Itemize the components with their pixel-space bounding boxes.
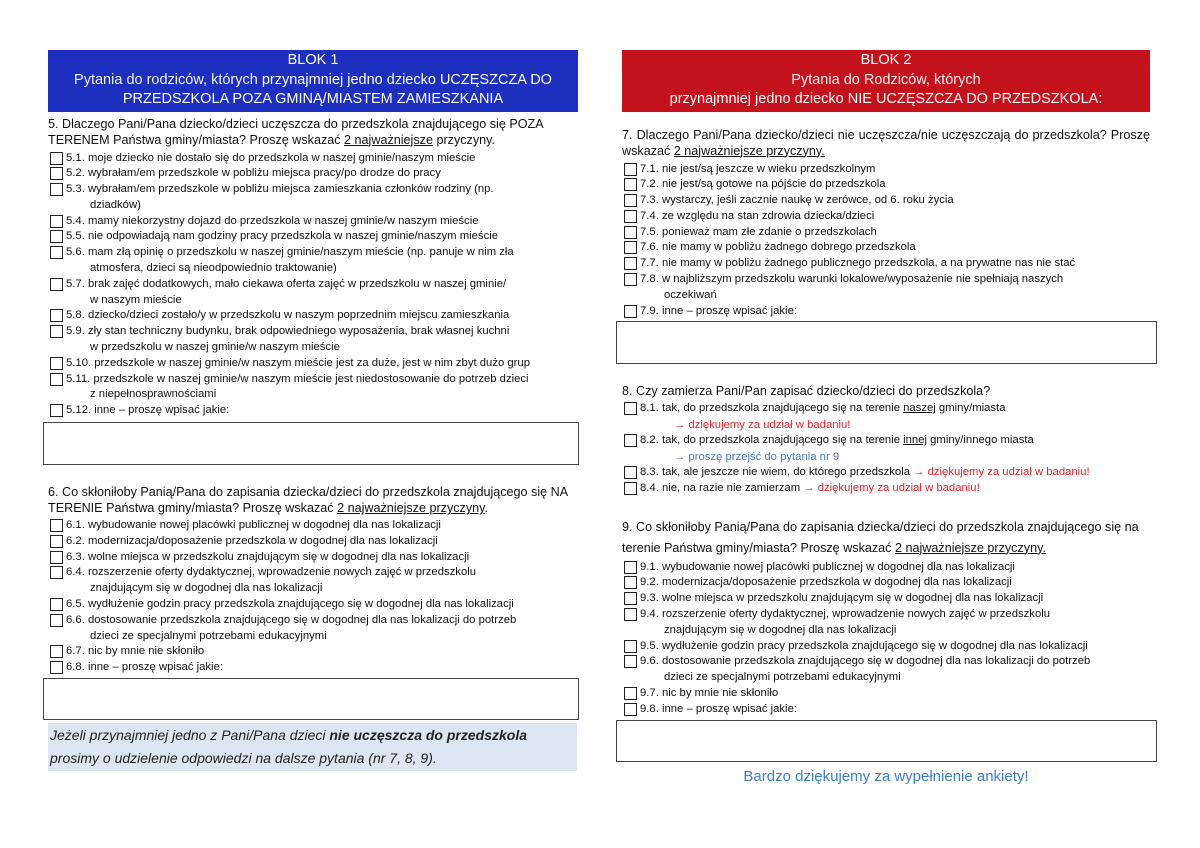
option-label: 6.6. dostosowanie przedszkola znajdującego się w dogodnej dla nas lokalizacji do potrzeb <box>66 613 517 626</box>
option-label: 5.2. wybrałam/em przedszkole w pobliżu miejsca pracy/po drodze do pracy <box>66 167 441 180</box>
option-8-3: 8.3. tak, ale jeszcze nie wiem, do którego przedszkola → dziękujemy za udział w badaniu! <box>622 465 1150 481</box>
option-label: 5.10. przedszkole w naszej gminie/w naszym mieście jest za duże, jest w nim zbyt dużo grup <box>66 356 530 369</box>
question-6: 6. Co skłoniłoby Panią/Pana do zapisania dziecka/dzieci do przedszkola znajdującego się NA TERENIE Państwa gminy/miasta? Proszę wskazać 2 najważniejsze przyczyny. <box>48 485 568 516</box>
question-5-options <box>48 151 578 420</box>
option-label-continuation: atmosfera, dzieci są nieodpowiednio traktowanie) <box>90 262 337 275</box>
option-item <box>622 225 1150 241</box>
option-label: 6.3. wolne miejsca w przedszkolu znajdującym się w dogodnej dla nas lokalizacji <box>66 550 470 563</box>
checkbox[interactable] <box>50 519 63 532</box>
option-label: 9.1. wybudowanie nowej placówki publicznej w dogodnej dla nas lokalizacji <box>640 560 1015 573</box>
question-9-other-answer-box[interactable] <box>616 720 1157 762</box>
question-7: 7. Dlaczego Pani/Pana dziecko/dzieci nie uczęszcza/nie uczęszczają do przedszkola? Proszę wskazać 2 najważniejsze przyczyny. <box>622 127 1150 158</box>
checkbox[interactable] <box>50 215 63 228</box>
option-label-continuation: w przedszkolu w naszej gminie/w naszym mieście <box>90 341 340 354</box>
option-item <box>48 182 578 214</box>
option-label: 7.5. ponieważ mam złe zdanie o przedszkolach <box>640 225 877 238</box>
checkbox[interactable] <box>624 561 637 574</box>
option-item <box>622 639 1150 655</box>
option-item <box>622 686 1150 702</box>
option-item <box>622 304 1150 320</box>
option-item <box>622 591 1150 607</box>
option-8-2: 8.2. tak, do przedszkola znajdującego się na terenie innej gminy/innego miasta <box>622 433 1150 449</box>
checkbox[interactable] <box>624 241 637 254</box>
option-label: 5.11. przedszkole w naszej gminie/w naszym mieście jest niedostosowanie do potrzeb dzieci <box>66 372 529 385</box>
question-8-options <box>622 401 1150 496</box>
block-2 <box>622 50 1150 785</box>
checkbox[interactable] <box>624 178 637 191</box>
checkbox[interactable] <box>624 703 637 716</box>
checkbox[interactable] <box>50 551 63 564</box>
option-item <box>622 209 1150 225</box>
option-label-continuation: dziadków) <box>90 198 141 211</box>
option-label: 6.2. modernizacja/doposażenie przedszkola w dogodnej dla nas lokalizacji <box>66 534 438 547</box>
option-item <box>48 644 578 660</box>
option-label: 5.1. moje dziecko nie dostało się do przedszkola w naszej gminie/naszym mieście <box>66 151 476 164</box>
option-item <box>48 597 578 613</box>
option-label: 5.6. mam złą opinię o przedszkolu w naszej gminie/naszym mieście (np. panuje w nim zła <box>66 246 514 259</box>
checkbox[interactable] <box>50 167 63 180</box>
option-label-continuation: znajdującym się w dogodnej dla nas lokalizacji <box>664 623 897 636</box>
option-label: 9.2. modernizacja/doposażenie przedszkola w dogodnej dla nas lokalizacji <box>640 576 1012 589</box>
option-label: 9.3. wolne miejsca w przedszkolu znajdującym się w dogodnej dla nas lokalizacji <box>640 592 1044 605</box>
option-item <box>622 272 1150 304</box>
option-label: 7.7. nie mamy w pobliżu żadnego publicznego przedszkola, a na prywatne nas nie stać <box>640 257 1076 270</box>
option-8-2-note: → proszę przejść do pytania nr 9 <box>674 451 840 464</box>
option-item <box>622 256 1150 272</box>
option-label: 6.8. inne – proszę wpisać jakie: <box>66 661 223 674</box>
checkbox[interactable] <box>624 576 637 589</box>
option-label-continuation: znajdującym się w dogodnej dla nas lokalizacji <box>90 582 323 595</box>
checkbox[interactable] <box>624 434 637 447</box>
option-label-continuation: oczekiwań <box>664 288 717 301</box>
thank-you-message: Bardzo dziękujemy za wypełnienie ankiety! <box>743 767 1029 785</box>
option-item <box>48 518 578 534</box>
option-label: 7.4. ze względu na stan zdrowia dziecka/dzieci <box>640 209 875 222</box>
option-item <box>622 177 1150 193</box>
option-label: 9.6. dostosowanie przedszkola znajdującego się w dogodnej dla nas lokalizacji do potrzeb <box>640 655 1091 668</box>
checkbox[interactable] <box>624 273 637 286</box>
checkbox[interactable] <box>50 373 63 386</box>
checkbox[interactable] <box>624 466 637 479</box>
question-6-options <box>48 518 578 676</box>
option-item <box>48 565 578 597</box>
option-item <box>48 660 578 676</box>
checkbox[interactable] <box>624 210 637 223</box>
checkbox[interactable] <box>624 640 637 653</box>
option-item <box>622 560 1150 576</box>
option-item <box>48 550 578 566</box>
option-label: 5.9. zły stan techniczny budynku, brak odpowiedniego wyposażenia, brak własnej kuchni <box>66 325 510 338</box>
block-1-title: BLOK 1 <box>287 52 339 68</box>
checkbox[interactable] <box>50 325 63 338</box>
option-label: 6.1. wybudowanie nowej placówki publicznej w dogodnej dla nas lokalizacji <box>66 519 441 532</box>
option-label: 9.7. nic by mnie nie skłoniło <box>640 687 779 700</box>
option-item <box>622 702 1150 718</box>
checkbox[interactable] <box>50 246 63 259</box>
checkbox[interactable] <box>50 614 63 627</box>
option-label: 7.8. w najbliższym przedszkolu warunki lokalowe/wyposażenie nie spełniają naszych <box>640 273 1064 286</box>
question-7-options <box>622 162 1150 320</box>
option-label: 5.12. inne – proszę wpisać jakie: <box>66 404 230 417</box>
option-label: 7.6. nie mamy w pobliżu żadnego dobrego przedszkola <box>640 241 916 254</box>
option-label: 6.7. nic by mnie nie skłoniło <box>66 645 205 658</box>
block-1-subtitle: Pytania do rodziców, których przynajmniej jedno dziecko UCZĘSZCZA DO PRZEDSZKOLA POZA GMINĄ/MIASTEM ZAMIESZKANIA <box>74 71 552 107</box>
checkbox[interactable] <box>50 645 63 658</box>
checkbox[interactable] <box>624 482 637 495</box>
option-label: 6.5. wydłużenie godzin pracy przedszkola znajdującego się w dogodnej dla nas lokalizacji <box>66 598 514 611</box>
option-label: 7.9. inne – proszę wpisać jakie: <box>640 304 797 317</box>
option-label: 5.5. nie odpowiadają nam godziny pracy przedszkola w naszej gminie/naszym mieście <box>66 230 499 243</box>
checkbox[interactable] <box>624 402 637 415</box>
option-item <box>48 166 578 182</box>
question-9: 9. Co skłoniłoby Panią/Pana do zapisania dziecka/dzieci do przedszkola znajdującego się na terenie Państwa gminy/miasta? Proszę wskazać 2 najważniejsze przyczyny. <box>622 519 1139 555</box>
option-item <box>622 240 1150 256</box>
block-2-title: BLOK 2 <box>860 52 912 68</box>
option-item <box>48 324 578 356</box>
option-label-continuation: z niepełnosprawnościami <box>90 388 217 401</box>
checkbox[interactable] <box>50 309 63 322</box>
checkbox[interactable] <box>50 598 63 611</box>
question-8: 8. Czy zamierza Pani/Pan zapisać dziecko/dzieci do przedszkola? <box>622 384 991 399</box>
option-item <box>622 193 1150 209</box>
option-8-1: 8.1. tak, do przedszkola znajdującego się na terenie naszej gminy/miasta <box>622 401 1150 417</box>
checkbox[interactable] <box>624 305 637 318</box>
option-item <box>622 607 1150 639</box>
option-item <box>48 245 578 277</box>
checkbox[interactable] <box>624 257 637 270</box>
option-label-continuation: dzieci ze specjalnymi potrzebami edukacyjnymi <box>90 629 327 642</box>
option-label: 9.4. rozszerzenie oferty dydaktycznej, wprowadzenie nowych zajęć w przedszkolu <box>640 608 1051 621</box>
option-item <box>48 372 578 404</box>
checkbox[interactable] <box>624 163 637 176</box>
option-item <box>48 151 578 167</box>
option-label: 5.7. brak zajęć dodatkowych, mało ciekawa oferta zajęć w przedszkolu w naszej gminie/ <box>66 277 507 290</box>
option-label: 7.3. wystarczy, jeśli zacznie naukę w zerówce, od 6. roku życia <box>640 194 954 207</box>
option-label: 7.1. nie jest/są jeszcze w wieku przedszkolnym <box>640 162 876 175</box>
option-item <box>48 214 578 230</box>
checkbox[interactable] <box>624 592 637 605</box>
block-2-subtitle-line2: przynajmniej jedno dziecko NIE UCZĘSZCZA DO PRZEDSZKOLA: <box>669 91 1103 107</box>
option-label: 9.5. wydłużenie godzin pracy przedszkola znajdującego się w dogodnej dla nas lokalizacji <box>640 639 1088 652</box>
checkbox[interactable] <box>50 566 63 579</box>
checkbox[interactable] <box>50 535 63 548</box>
checkbox[interactable] <box>50 278 63 291</box>
closing-note: Jeżeli przynajmniej jedno z Pani/Pana dzieci nie uczęszcza do przedszkola prosimy o udzielenie odpowiedzi na dalsze pytania (nr 7, 8, 9). <box>48 723 577 771</box>
checkbox[interactable] <box>624 608 637 621</box>
checkbox[interactable] <box>50 152 63 165</box>
block-1 <box>48 50 578 771</box>
option-label: 7.2. nie jest/są gotowe na pójście do przedszkola <box>640 178 886 191</box>
option-item <box>48 356 578 372</box>
checkbox[interactable] <box>624 226 637 239</box>
question-9-options <box>622 560 1150 718</box>
option-label: 6.4. rozszerzenie oferty dydaktycznej, wprowadzenie nowych zajęć w przedszkolu <box>66 566 477 579</box>
checkbox[interactable] <box>50 661 63 674</box>
checkbox[interactable] <box>624 194 637 207</box>
checkbox[interactable] <box>50 183 63 196</box>
option-label: 5.3. wybrałam/em przedszkole w pobliżu miejsca zamieszkania członków rodziny (np. <box>66 183 494 196</box>
option-item <box>48 308 578 324</box>
option-label-continuation: dzieci ze specjalnymi potrzebami edukacyjnymi <box>664 671 901 684</box>
option-item <box>48 534 578 550</box>
question-5-other-answer-box[interactable] <box>43 422 579 465</box>
option-item <box>622 654 1150 686</box>
option-8-1-note: → dziękujemy za udział w badaniu! <box>674 419 851 432</box>
block-2-header <box>622 50 1150 112</box>
block-2-subtitle-line1: Pytania do Rodziców, których <box>791 71 981 88</box>
option-item <box>48 229 578 245</box>
checkbox[interactable] <box>624 655 637 668</box>
question-7-other-answer-box[interactable] <box>616 321 1157 364</box>
option-label-continuation: w naszym mieście <box>90 293 182 306</box>
option-8-4: 8.4. nie, na razie nie zamierzam → dziękujemy za udział w badaniu! <box>622 481 1150 497</box>
option-item <box>48 403 578 419</box>
option-item <box>622 575 1150 591</box>
checkbox[interactable] <box>50 230 63 243</box>
question-6-other-answer-box[interactable] <box>43 678 579 720</box>
option-item <box>48 613 578 645</box>
block-1-header <box>48 50 578 112</box>
checkbox[interactable] <box>624 687 637 700</box>
checkbox[interactable] <box>50 357 63 370</box>
option-label: 5.8. dziecko/dzieci zostało/y w przedszkolu w naszym poprzednim miejscu zamieszkania <box>66 309 510 322</box>
option-label: 9.8. inne – proszę wpisać jakie: <box>640 702 797 715</box>
option-item <box>48 277 578 309</box>
option-item <box>622 162 1150 178</box>
option-label: 5.4. mamy niekorzystny dojazd do przedszkola w naszej gminie/w naszym mieście <box>66 214 479 227</box>
question-5: 5. Dlaczego Pani/Pana dziecko/dzieci uczęszcza do przedszkola znajdującego się POZA TERENEM Państwa gminy/miasta? Proszę wskazać 2 najważniejsze przyczyny. <box>48 116 543 147</box>
checkbox[interactable] <box>50 404 63 417</box>
